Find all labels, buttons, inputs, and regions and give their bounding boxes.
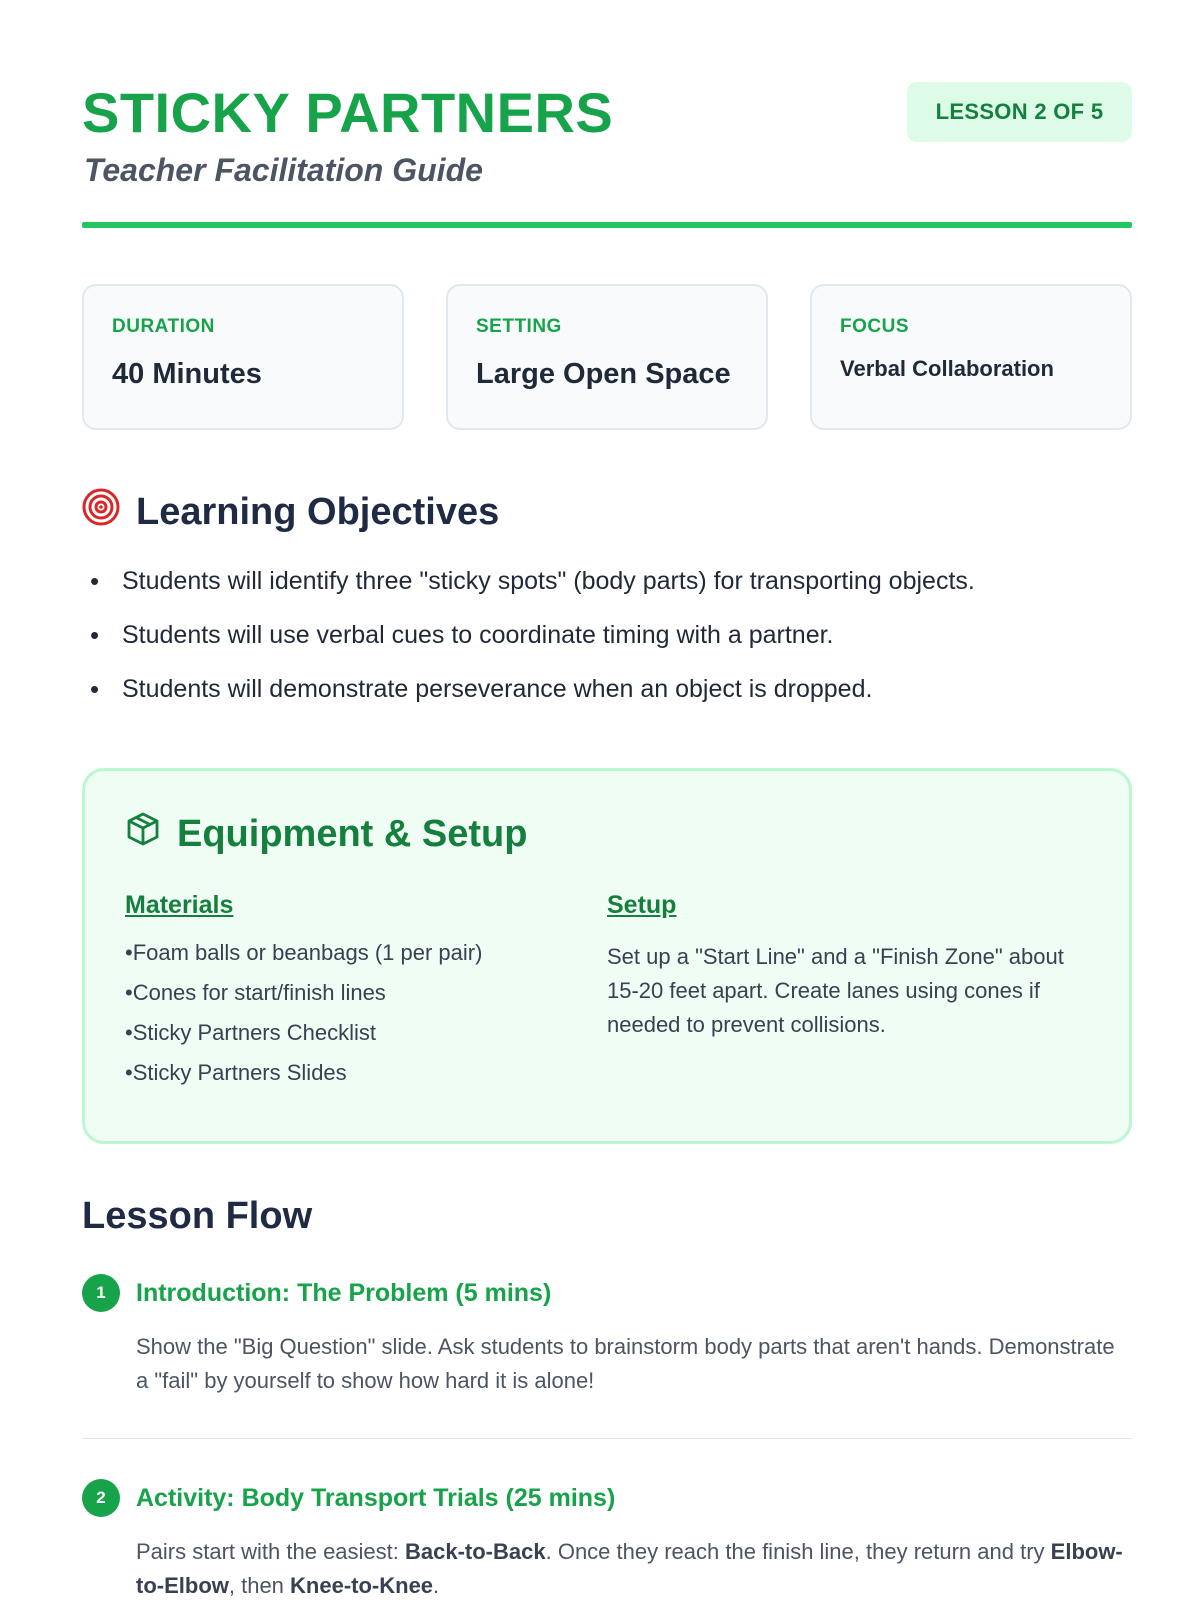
- card-value: 40 Minutes: [112, 358, 262, 390]
- objectives-heading: [82, 488, 1132, 536]
- step-header: [82, 1479, 1132, 1517]
- flow-step-1: [82, 1274, 1132, 1398]
- card-label: SETTING: [476, 316, 562, 337]
- card-value: Verbal Collaboration: [840, 356, 1054, 381]
- setup-text: Set up a "Start Line" and a "Finish Zone" about 15-20 feet apart. Create lanes using cones if needed to prevent collisions.: [607, 944, 1064, 1037]
- step-text: , then: [228, 1573, 291, 1598]
- step-number-badge: 2: [82, 1479, 120, 1517]
- list-item: • Foam balls or beanbags (1 per pair): [125, 940, 607, 966]
- objectives-heading-text: Learning Objectives: [136, 490, 500, 533]
- focus-card: [810, 284, 1132, 430]
- card-value: Large Open Space: [476, 358, 731, 390]
- equipment-heading: [125, 811, 1089, 857]
- objectives-list: [82, 566, 1132, 704]
- step-body: Show the "Big Question" slide. Ask students to brainstorm body parts that aren't hands. Demonstrate a "fail" by yourself to show how hard it is alone!: [136, 1334, 1115, 1393]
- flow-step-2: [82, 1479, 1132, 1600]
- list-item: • Students will demonstrate perseverance when an object is dropped.: [82, 674, 1132, 704]
- info-cards: [82, 284, 1132, 430]
- step-header: [82, 1274, 1132, 1312]
- step-text: .: [433, 1573, 440, 1598]
- materials-heading: Materials: [125, 891, 234, 919]
- header: [82, 0, 1132, 230]
- setup-heading: Setup: [607, 891, 677, 919]
- step-text: . Once they reach the finish line, they return and try: [545, 1539, 1051, 1564]
- equipment-heading-text: Equipment & Setup: [177, 812, 528, 855]
- lesson-flow-heading: Lesson Flow: [82, 1195, 313, 1237]
- step-title: Activity: Body Transport Trials (25 mins): [136, 1483, 616, 1512]
- step-divider: [82, 1438, 1132, 1439]
- header-divider: [82, 222, 1132, 228]
- step-title: Introduction: The Problem (5 mins): [136, 1278, 552, 1307]
- materials-list: [125, 940, 607, 1086]
- step-text-bold: Knee-to-Knee: [290, 1573, 434, 1598]
- step-number-badge: 1: [82, 1274, 120, 1312]
- lesson-badge: LESSON 2 OF 5: [907, 82, 1132, 142]
- duration-card: [82, 284, 404, 430]
- list-item: • Cones for start/finish lines: [125, 980, 607, 1006]
- lesson-guide-page: [82, 0, 1132, 1598]
- page-title: STICKY PARTNERS: [82, 81, 614, 144]
- step-text: Pairs start with the easiest:: [136, 1539, 405, 1564]
- list-item: • Students will identify three "sticky spots" (body parts) for transporting objects.: [82, 566, 1132, 596]
- learning-objectives-section: [82, 488, 1132, 728]
- equipment-setup-panel: [82, 768, 1132, 1144]
- setting-card: [446, 284, 768, 430]
- page-subtitle: Teacher Facilitation Guide: [84, 152, 483, 188]
- setup-column: [607, 891, 1089, 1100]
- target-icon: [82, 488, 120, 536]
- step-text-bold: Elbow-to-Elbow: [136, 1539, 1123, 1598]
- list-item: • Sticky Partners Slides: [125, 1060, 607, 1086]
- card-label: DURATION: [112, 316, 215, 337]
- lesson-flow-section: [82, 1195, 1132, 1600]
- step-text-bold: Back-to-Back: [405, 1539, 546, 1564]
- materials-column: [125, 891, 607, 1100]
- step-body: [136, 1535, 1132, 1600]
- box-icon: [125, 811, 161, 857]
- list-item: • Students will use verbal cues to coordinate timing with a partner.: [82, 620, 1132, 650]
- card-label: FOCUS: [840, 316, 909, 337]
- list-item: • Sticky Partners Checklist: [125, 1020, 607, 1046]
- equipment-columns: [125, 891, 1089, 1100]
